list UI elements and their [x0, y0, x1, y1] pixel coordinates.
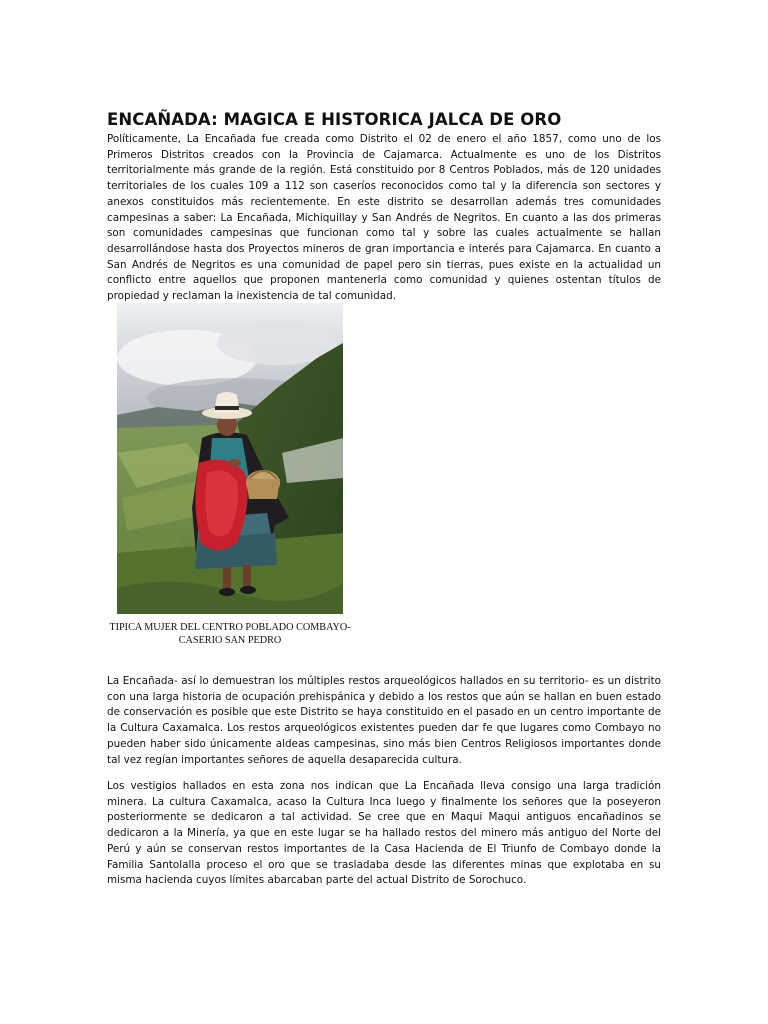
- photo-woman-combayo: [117, 303, 343, 614]
- document-title: ENCAÑADA: MAGICA E HISTORICA JALCA DE ORO: [107, 110, 562, 129]
- photo-caption: TIPICA MUJER DEL CENTRO POBLADO COMBAYO-CASERIO SAN PEDRO: [109, 622, 351, 646]
- paragraph-mining: Los vestigios hallados en esta zona nos indican que La Encañada lleva consigo una larga tradición minera. La cultura Caxamalca, acaso la Cultura Inca luego y finalmente los señores que la poseyeron posteriormente se dedicaron a tal actividad. Se cree que en Maqui Maqui antiguos encañadinos se dedicaron a la Minería, ya que en este lugar se ha hallado restos del minero más antiguo del Norte del Perú y aún se conservan restos importantes de la Casa Hacienda de El Triunfo de Combayo donde la Familia Santolalla proceso el oro que se trasladaba desde las diferentes minas que explotaba en su misma hacienda cuyos límites abarcaban parte del actual Distrito de Sorochuco.: [107, 780, 661, 887]
- paragraph-intro: Políticamente, La Encañada fue creada como Distrito el 02 de enero el año 1857, como uno de los Primeros Distritos creados con la Provincia de Cajamarca. Actualmente es uno de los Distritos territorialmente más grande de la región. Está constituido por 8 Centros Poblados, más de 120 unidades territoriales de los cuales 109 a 112 son caseríos reconocidos como tal y la diferencia son sectores y anexos constituidos más recientemente. En este distrito se desarrollan además tres comunidades campesinas a saber: La Encañada, Michiquillay y San Andrés de Negritos. En cuanto a las dos primeras son comunidades campesinas que funcionan como tal y sobre las cuales actualmente se hallan desarrollándose hasta dos Proyectos mineros de gran importancia e interés para Cajamarca. En cuanto a San Andrés de Negritos es una comunidad de papel pero sin tierras, pues existe en la actualidad un conflicto entre aquellos que proponen mantenerla como comunidad y quienes ostentan títulos de propiedad y reclaman la inexistencia de tal comunidad.: [107, 133, 661, 303]
- paragraph-history: La Encañada- así lo demuestran los múltiples restos arqueológicos hallados en su territorio- es un distrito con una larga historia de ocupación prehispánica y debido a los restos que aún se hallan en buen estado de conservación es posible que este Distrito se haya constituido en el pasado en un centro importante de la Cultura Caxamalca. Los restos arqueológicos existentes pueden dar fe que lugares como Combayo no pueden haber sido únicamente aldeas campesinas, sino más bien Centros Religiosos importantes donde tal vez regían importantes señores de aquella desaparecida cultura.: [107, 675, 661, 766]
